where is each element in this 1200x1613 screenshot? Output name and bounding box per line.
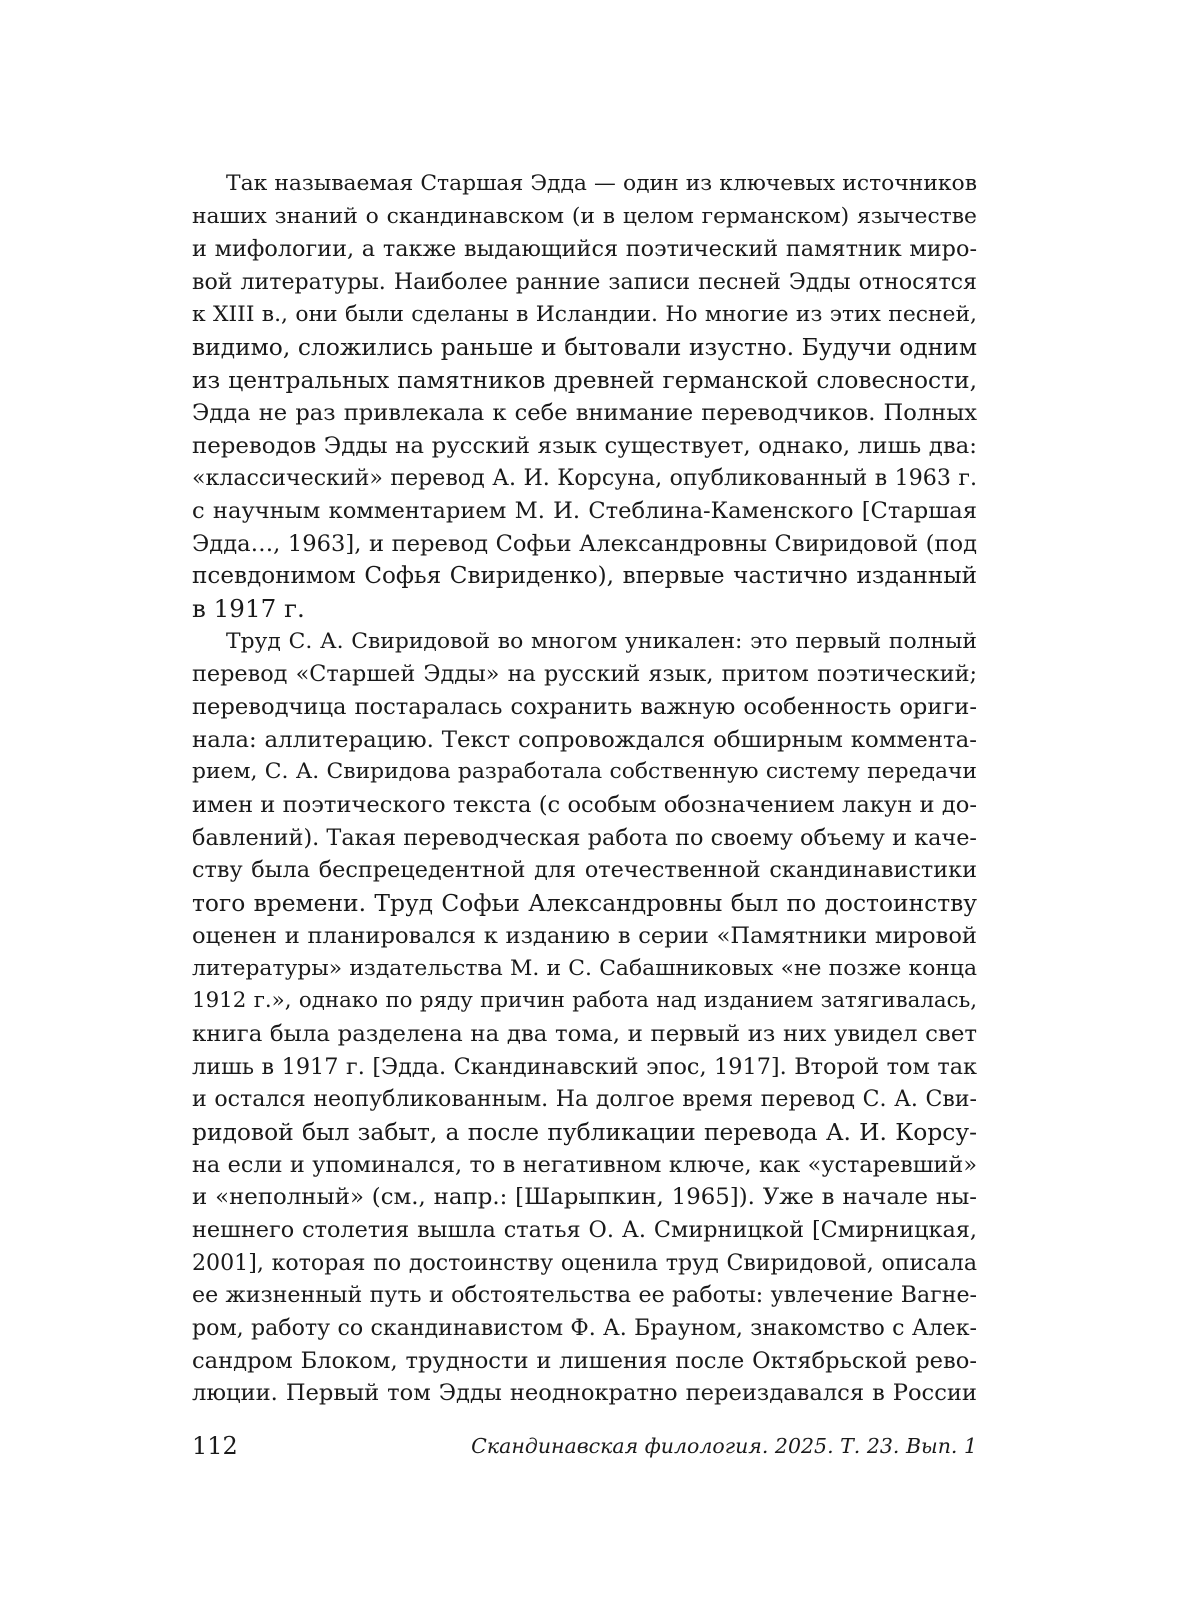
- text-line: ее жизненный путь и обстоятельства ее работы: увлечение Вагне-: [192, 1282, 977, 1309]
- text-line: Так называемая Старшая Эдда — один из ключевых источников: [226, 171, 977, 196]
- text-line: псевдонимом Софья Свириденко), впервые частично изданный: [192, 563, 977, 590]
- text-line: ству была беспрецедентной для отечественной скандинавистики: [192, 857, 977, 884]
- text-line: оценен и планировался к изданию в серии «Памятники мировой: [192, 922, 977, 949]
- paragraph-2: [192, 626, 977, 1411]
- journal-running-title: Скандинавская филология. 2025. Т. 23. Вып. 1: [471, 1434, 977, 1458]
- text-line: книга была разделена на два тома, и первый из них увидел свет: [192, 1020, 977, 1047]
- text-line: к XIII в., они были сделаны в Исландии. Но многие из этих песней,: [192, 301, 977, 327]
- page-number: 112: [192, 1432, 238, 1460]
- text-line: вой литературы. Наиболее ранние записи песней Эдды относятся: [192, 269, 977, 296]
- text-line: имен и поэтического текста (с особым обозначением лакун и до-: [192, 792, 977, 819]
- text-line: Эдда не раз привлекала к себе внимание переводчиков. Полных: [192, 399, 977, 426]
- text-line: ридовой был забыт, а после публикации перевода А. И. Корсу-: [192, 1117, 977, 1146]
- text-line: бавлений). Такая переводческая работа по своему объему и каче-: [192, 824, 977, 851]
- text-line: 1912 г.», однако по ряду причин работа над изданием затягивалась,: [192, 988, 977, 1014]
- text-line: в 1917 г.: [192, 593, 305, 623]
- text-line: из центральных памятников древней германской словесности,: [192, 366, 977, 395]
- text-line: литературы» издательства М. и С. Сабашниковых «не позже конца: [192, 955, 977, 981]
- text-line: сандром Блоком, трудности и лишения после Октябрьской рево-: [192, 1347, 977, 1374]
- text-line: лишь в 1917 г. [Эдда. Скандинавский эпос, 1917]. Второй том так: [192, 1053, 977, 1080]
- text-line: Эдда…, 1963], и перевод Софьи Александровны Свиридовой (под: [192, 530, 977, 557]
- text-line: переводов Эдды на русский язык существует, однако, лишь два:: [192, 432, 977, 459]
- text-line: и остался неопубликованным. На долгое время перевод С. А. Сви-: [192, 1086, 977, 1113]
- text-line: нешнего столетия вышла статья О. А. Смирницкой [Смирницкая,: [192, 1217, 977, 1243]
- text-line: нала: аллитерацию. Текст сопровождался обширным коммента-: [192, 726, 977, 753]
- text-line: люции. Первый том Эдды неоднократно переиздавался в России: [192, 1380, 977, 1407]
- page-footer: [192, 1429, 977, 1463]
- text-line: на если и упоминался, то в негативном ключе, как «устаревший»: [192, 1151, 977, 1178]
- text-line: и мифологии, а также выдающийся поэтический памятник миро-: [192, 236, 977, 263]
- text-line: наших знаний о скандинавском (и в целом германском) язычестве: [192, 203, 977, 229]
- text-line: 2001], которая по достоинству оценила труд Свиридовой, описала: [192, 1249, 977, 1276]
- paragraph-1: [192, 168, 977, 626]
- text-line: видимо, сложились раньше и бытовали изустно. Будучи одним: [192, 333, 977, 362]
- text-line: Труд С. А. Свиридовой во многом уникален: это первый полный: [226, 628, 977, 654]
- text-line: перевод «Старшей Эдды» на русский язык, притом поэтический;: [192, 661, 977, 688]
- text-line: «классический» перевод А. И. Корсуна, опубликованный в 1963 г.: [192, 465, 977, 492]
- text-line: рием, С. А. Свиридова разработала собственную систему передачи: [192, 759, 977, 785]
- text-line: с научным комментарием М. И. Стеблина-Каменского [Старшая: [192, 497, 977, 524]
- text-line: и «неполный» (см., напр.: [Шарыпкин, 1965]). Уже в начале ны-: [192, 1184, 977, 1211]
- text-line: того времени. Труд Софьи Александровны был по достоинству: [192, 889, 977, 918]
- article-body: [192, 168, 977, 1410]
- text-line: ром, работу со скандинавистом Ф. А. Брауном, знакомство с Алек-: [192, 1315, 977, 1342]
- text-line: переводчица постаралась сохранить важную особенность ориги-: [192, 694, 977, 720]
